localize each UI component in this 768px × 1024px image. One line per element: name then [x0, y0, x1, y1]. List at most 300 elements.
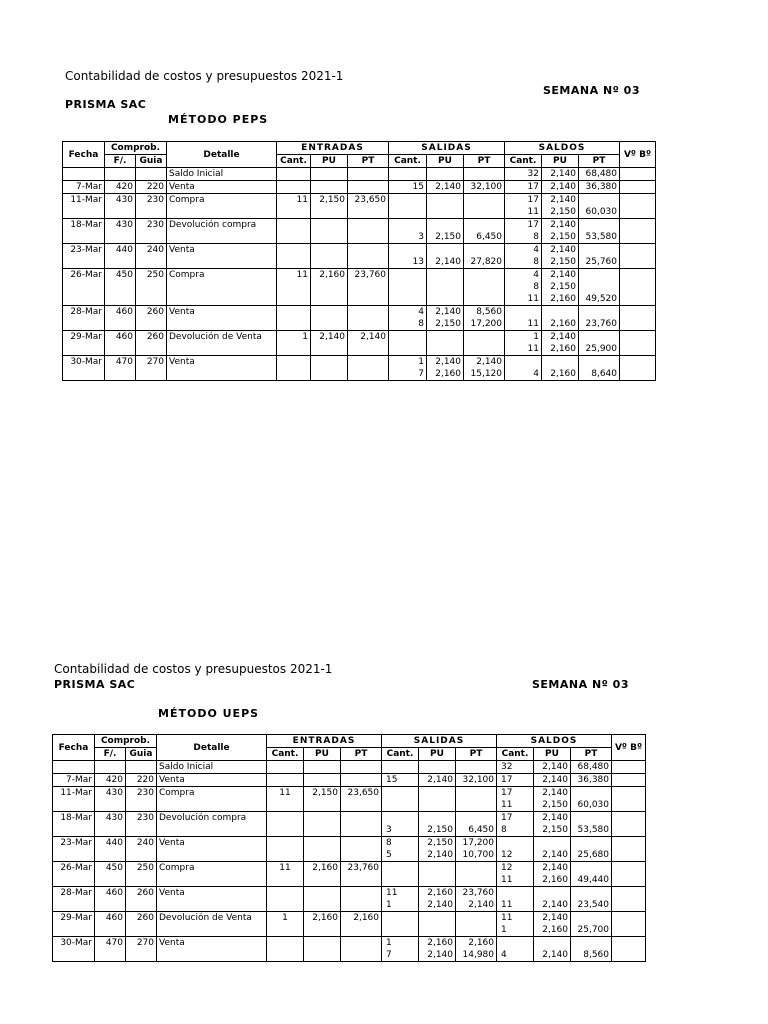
cell-factura: 440	[95, 837, 126, 862]
col-s-pu: PU	[427, 155, 464, 168]
cell-saldo-pu: 2,160	[542, 306, 579, 331]
cell-salida-cant	[389, 168, 427, 181]
col-b-pu: PU	[542, 155, 579, 168]
cell-saldo-pt: 49,440	[571, 862, 612, 887]
cell-entrada-cant: 11	[277, 194, 311, 219]
col-fact: F/.	[105, 155, 136, 168]
col-salidas: SALIDAS	[382, 735, 497, 748]
week-label-2: SEMANA Nº 03	[532, 678, 629, 691]
cell-salida-cant: 11 1	[382, 887, 419, 912]
cell-saldo-pu: 2,140	[534, 887, 571, 912]
col-b-pu: PU	[534, 748, 571, 761]
col-fact: F/.	[95, 748, 126, 761]
col-e-pu: PU	[304, 748, 341, 761]
cell-saldo-pt: 23,540	[571, 887, 612, 912]
cell-salida-pt	[456, 787, 497, 812]
cell-salida-cant	[389, 269, 427, 306]
cell-guia: 230	[136, 194, 167, 219]
cell-visto-bueno	[620, 331, 656, 356]
col-vb: Vº Bº	[612, 735, 646, 761]
cell-detalle: Devolución compra	[167, 219, 277, 244]
cell-salida-cant: 4 8	[389, 306, 427, 331]
week-label: SEMANA Nº 03	[543, 84, 640, 97]
cell-salida-pt: 32,100	[456, 774, 497, 787]
cell-detalle: Compra	[167, 194, 277, 219]
ledger-row	[63, 168, 656, 181]
cell-factura: 440	[105, 244, 136, 269]
cell-salida-pt: 17,200 10,700	[456, 837, 497, 862]
cell-entrada-pt	[341, 887, 382, 912]
cell-factura: 460	[105, 306, 136, 331]
cell-factura: 420	[105, 181, 136, 194]
cell-factura: 430	[105, 219, 136, 244]
cell-detalle: Venta	[167, 306, 277, 331]
cell-entrada-pu: 2,150	[311, 194, 348, 219]
cell-detalle: Venta	[167, 244, 277, 269]
cell-visto-bueno	[612, 837, 646, 862]
cell-saldo-cant: 4	[505, 356, 542, 381]
cell-salida-pt: 2,140 15,120	[464, 356, 505, 381]
cell-salida-cant: 1 7	[389, 356, 427, 381]
cell-entrada-pu	[304, 937, 341, 962]
cell-saldo-pu: 2,140 2,150	[542, 219, 579, 244]
cell-entrada-pt	[348, 244, 389, 269]
cell-fecha: 26-Mar	[63, 269, 105, 306]
cell-entrada-cant	[267, 837, 304, 862]
cell-salida-pt: 32,100	[464, 181, 505, 194]
cell-entrada-pu	[304, 774, 341, 787]
cell-saldo-cant: 4	[497, 937, 534, 962]
cell-salida-pu: 2,140 2,160	[427, 356, 464, 381]
cell-saldo-cant: 12	[497, 837, 534, 862]
col-b-cant: Cant.	[505, 155, 542, 168]
cell-entrada-pt	[348, 168, 389, 181]
cell-guia: 270	[136, 356, 167, 381]
cell-fecha: 7-Mar	[53, 774, 95, 787]
cell-guia: 260	[136, 331, 167, 356]
col-e-cant: Cant.	[267, 748, 304, 761]
cell-detalle: Compra	[157, 787, 267, 812]
cell-fecha: 23-Mar	[53, 837, 95, 862]
cell-guia: 230	[136, 219, 167, 244]
cell-detalle: Devolución de Venta	[157, 912, 267, 937]
ledger-row	[53, 862, 646, 887]
cell-fecha: 28-Mar	[63, 306, 105, 331]
cell-visto-bueno	[612, 887, 646, 912]
cell-saldo-pt: 49,520	[579, 269, 620, 306]
cell-fecha	[53, 761, 95, 774]
cell-saldo-cant: 17	[497, 774, 534, 787]
cell-saldo-pt: 8,640	[579, 356, 620, 381]
cell-salida-pu: 2,140	[427, 244, 464, 269]
cell-entrada-pu	[311, 181, 348, 194]
cell-salida-pt: 8,560 17,200	[464, 306, 505, 331]
cell-guia: 240	[126, 837, 157, 862]
cell-entrada-cant	[277, 168, 311, 181]
cell-entrada-cant: 11	[277, 269, 311, 306]
cell-saldo-cant: 4 8	[505, 244, 542, 269]
cell-entrada-pu	[304, 761, 341, 774]
col-s-pt: PT	[456, 748, 497, 761]
cell-entrada-cant	[267, 774, 304, 787]
cell-entrada-pt: 2,140	[348, 331, 389, 356]
cell-saldo-pt: 8,560	[571, 937, 612, 962]
cell-entrada-pu	[304, 812, 341, 837]
cell-saldo-pt: 53,580	[579, 219, 620, 244]
cell-salida-cant	[389, 331, 427, 356]
method-title: MÉTODO PEPS	[168, 113, 269, 126]
cell-guia: 240	[136, 244, 167, 269]
cell-entrada-pu	[311, 244, 348, 269]
cell-fecha: 18-Mar	[63, 219, 105, 244]
cell-entrada-pt: 23,760	[341, 862, 382, 887]
col-saldos: SALDOS	[497, 735, 612, 748]
col-comprob: Comprob.	[105, 142, 167, 155]
cell-fecha: 30-Mar	[63, 356, 105, 381]
col-salidas: SALIDAS	[389, 142, 505, 155]
cell-salida-cant: 13	[389, 244, 427, 269]
cell-saldo-cant: 32	[505, 168, 542, 181]
cell-visto-bueno	[612, 812, 646, 837]
cell-visto-bueno	[620, 181, 656, 194]
cell-salida-pu: 2,150	[427, 219, 464, 244]
cell-salida-pu: 2,150 2,140	[419, 837, 456, 862]
cell-entrada-cant	[277, 181, 311, 194]
cell-entrada-cant	[267, 761, 304, 774]
cell-detalle: Saldo Inicial	[167, 168, 277, 181]
cell-guia: 250	[126, 862, 157, 887]
cell-fecha: 29-Mar	[63, 331, 105, 356]
peps-ledger-table	[62, 141, 656, 381]
cell-salida-cant	[382, 761, 419, 774]
cell-saldo-pt: 25,760	[579, 244, 620, 269]
cell-factura: 430	[95, 812, 126, 837]
col-b-pt: PT	[571, 748, 612, 761]
cell-saldo-cant: 17 11	[497, 787, 534, 812]
cell-detalle: Compra	[167, 269, 277, 306]
ledger-row	[63, 244, 656, 269]
cell-salida-pu	[427, 168, 464, 181]
col-guia: Guia	[126, 748, 157, 761]
cell-entrada-cant	[267, 887, 304, 912]
cell-guia: 260	[126, 912, 157, 937]
cell-salida-pt: 6,450	[456, 812, 497, 837]
cell-saldo-pt: 68,480	[579, 168, 620, 181]
col-e-pt: PT	[341, 748, 382, 761]
cell-factura	[105, 168, 136, 181]
cell-visto-bueno	[612, 912, 646, 937]
ueps-ledger-table	[52, 734, 646, 962]
cell-saldo-cant: 17	[505, 181, 542, 194]
cell-saldo-pu: 2,140	[542, 181, 579, 194]
cell-saldo-pu: 2,140 2,160	[542, 331, 579, 356]
cell-salida-pu	[427, 269, 464, 306]
cell-salida-pu	[427, 331, 464, 356]
cell-fecha: 11-Mar	[53, 787, 95, 812]
cell-salida-pu: 2,160 2,140	[419, 887, 456, 912]
cell-entrada-pt	[341, 837, 382, 862]
ledger-row	[53, 787, 646, 812]
cell-salida-pu	[427, 194, 464, 219]
cell-saldo-cant: 17 11	[505, 194, 542, 219]
course-title: Contabilidad de costos y presupuestos 2021-1	[65, 69, 344, 83]
cell-entrada-cant	[267, 812, 304, 837]
cell-factura: 470	[105, 356, 136, 381]
cell-factura: 450	[95, 862, 126, 887]
cell-entrada-pu: 2,160	[304, 862, 341, 887]
ledger-row	[63, 269, 656, 306]
cell-entrada-pu	[311, 219, 348, 244]
cell-guia: 230	[126, 812, 157, 837]
cell-salida-cant	[382, 862, 419, 887]
ledger-row	[53, 912, 646, 937]
cell-entrada-cant: 1	[267, 912, 304, 937]
cell-entrada-cant	[277, 244, 311, 269]
cell-saldo-pt: 60,030	[571, 787, 612, 812]
cell-factura: 460	[105, 331, 136, 356]
cell-factura	[95, 761, 126, 774]
cell-salida-pu: 2,140 2,150	[427, 306, 464, 331]
cell-visto-bueno	[612, 761, 646, 774]
cell-saldo-pu: 2,140 2,150	[534, 787, 571, 812]
cell-visto-bueno	[612, 774, 646, 787]
cell-saldo-pt: 68,480	[571, 761, 612, 774]
cell-salida-cant	[382, 787, 419, 812]
col-s-pt: PT	[464, 155, 505, 168]
cell-saldo-cant: 17 8	[505, 219, 542, 244]
cell-entrada-pt	[348, 356, 389, 381]
col-s-cant: Cant.	[382, 748, 419, 761]
ledger-row	[53, 812, 646, 837]
cell-salida-pu: 2,140	[427, 181, 464, 194]
cell-saldo-pu: 2,160	[542, 356, 579, 381]
cell-visto-bueno	[612, 937, 646, 962]
ledger-row	[63, 331, 656, 356]
cell-entrada-pu	[304, 837, 341, 862]
cell-saldo-pu: 2,140 2,150 2,160	[542, 269, 579, 306]
col-vb: Vº Bº	[620, 142, 656, 168]
cell-salida-cant: 3	[382, 812, 419, 837]
cell-entrada-pt	[348, 306, 389, 331]
cell-fecha	[63, 168, 105, 181]
col-b-pt: PT	[579, 155, 620, 168]
cell-detalle: Compra	[157, 862, 267, 887]
cell-entrada-pu: 2,160	[304, 912, 341, 937]
cell-entrada-pu	[311, 306, 348, 331]
cell-guia: 260	[126, 887, 157, 912]
cell-fecha: 7-Mar	[63, 181, 105, 194]
cell-factura: 430	[105, 194, 136, 219]
cell-factura: 460	[95, 912, 126, 937]
cell-detalle: Venta	[167, 356, 277, 381]
cell-saldo-cant: 11 1	[497, 912, 534, 937]
ledger-row	[63, 306, 656, 331]
col-e-pu: PU	[311, 155, 348, 168]
ledger-row	[63, 219, 656, 244]
cell-salida-pt	[456, 912, 497, 937]
col-entradas: ENTRADAS	[267, 735, 382, 748]
cell-saldo-pt: 25,680	[571, 837, 612, 862]
cell-detalle: Devolución compra	[157, 812, 267, 837]
cell-guia	[126, 761, 157, 774]
cell-saldo-cant: 32	[497, 761, 534, 774]
ledger-row	[53, 774, 646, 787]
cell-entrada-cant	[277, 306, 311, 331]
cell-guia: 220	[126, 774, 157, 787]
col-entradas: ENTRADAS	[277, 142, 389, 155]
cell-entrada-cant	[277, 356, 311, 381]
cell-salida-cant: 15	[389, 181, 427, 194]
cell-saldo-pt: 53,580	[571, 812, 612, 837]
col-guia: Guia	[136, 155, 167, 168]
cell-salida-pu	[419, 862, 456, 887]
cell-saldo-pu: 2,140	[534, 761, 571, 774]
cell-entrada-pt: 23,760	[348, 269, 389, 306]
cell-entrada-pu: 2,160	[311, 269, 348, 306]
cell-entrada-pt	[341, 812, 382, 837]
ledger-row	[53, 937, 646, 962]
cell-entrada-pu	[304, 887, 341, 912]
cell-saldo-pt: 25,900	[579, 331, 620, 356]
cell-saldo-cant: 11	[505, 306, 542, 331]
col-s-cant: Cant.	[389, 155, 427, 168]
col-e-cant: Cant.	[277, 155, 311, 168]
cell-guia: 260	[136, 306, 167, 331]
cell-detalle: Venta	[157, 774, 267, 787]
cell-saldo-pt: 60,030	[579, 194, 620, 219]
cell-factura: 430	[95, 787, 126, 812]
cell-factura: 450	[105, 269, 136, 306]
cell-fecha: 28-Mar	[53, 887, 95, 912]
cell-saldo-cant: 12 11	[497, 862, 534, 887]
cell-visto-bueno	[612, 787, 646, 812]
cell-entrada-cant	[277, 219, 311, 244]
cell-entrada-pt: 23,650	[341, 787, 382, 812]
cell-saldo-pu: 2,140	[534, 837, 571, 862]
cell-salida-pt	[464, 331, 505, 356]
cell-salida-pu: 2,140	[419, 774, 456, 787]
cell-salida-cant: 8 5	[382, 837, 419, 862]
cell-entrada-pu: 2,140	[311, 331, 348, 356]
method-title-2: MÉTODO UEPS	[158, 707, 260, 720]
col-saldos: SALDOS	[505, 142, 620, 155]
cell-salida-cant: 15	[382, 774, 419, 787]
cell-saldo-cant: 1 11	[505, 331, 542, 356]
cell-saldo-pt: 36,380	[571, 774, 612, 787]
cell-salida-pu	[419, 787, 456, 812]
cell-guia	[136, 168, 167, 181]
cell-detalle: Venta	[157, 837, 267, 862]
cell-visto-bueno	[620, 219, 656, 244]
cell-visto-bueno	[612, 862, 646, 887]
cell-saldo-cant: 11	[497, 887, 534, 912]
col-fecha: Fecha	[53, 735, 95, 761]
cell-guia: 270	[126, 937, 157, 962]
cell-entrada-pt: 23,650	[348, 194, 389, 219]
col-comprob: Comprob.	[95, 735, 157, 748]
cell-saldo-pu: 2,140 2,160	[534, 912, 571, 937]
company-name: PRISMA SAC	[65, 98, 147, 111]
cell-detalle: Venta	[167, 181, 277, 194]
cell-saldo-cant: 4 8 11	[505, 269, 542, 306]
cell-entrada-pt	[348, 219, 389, 244]
cell-salida-pu: 2,160 2,140	[419, 937, 456, 962]
cell-salida-pu: 2,150	[419, 812, 456, 837]
ledger-row	[63, 356, 656, 381]
cell-visto-bueno	[620, 306, 656, 331]
cell-saldo-pu: 2,140	[542, 168, 579, 181]
cell-fecha: 26-Mar	[53, 862, 95, 887]
cell-fecha: 29-Mar	[53, 912, 95, 937]
cell-entrada-cant: 11	[267, 787, 304, 812]
cell-saldo-pu: 2,140	[534, 774, 571, 787]
cell-detalle: Venta	[157, 887, 267, 912]
cell-saldo-pt: 23,760	[579, 306, 620, 331]
cell-entrada-cant	[267, 937, 304, 962]
cell-visto-bueno	[620, 194, 656, 219]
cell-entrada-pu: 2,150	[304, 787, 341, 812]
ueps-table-body	[53, 761, 646, 962]
cell-salida-pt: 2,160 14,980	[456, 937, 497, 962]
cell-saldo-cant: 17 8	[497, 812, 534, 837]
cell-entrada-pt	[348, 181, 389, 194]
col-e-pt: PT	[348, 155, 389, 168]
cell-visto-bueno	[620, 356, 656, 381]
course-title-2: Contabilidad de costos y presupuestos 2021-1	[54, 662, 333, 676]
cell-entrada-pt: 2,160	[341, 912, 382, 937]
col-detalle: Detalle	[167, 142, 277, 168]
cell-detalle: Saldo Inicial	[157, 761, 267, 774]
cell-factura: 460	[95, 887, 126, 912]
cell-entrada-pu	[311, 168, 348, 181]
cell-saldo-pt: 25,700	[571, 912, 612, 937]
peps-table-body	[63, 168, 656, 381]
cell-entrada-pt	[341, 937, 382, 962]
cell-fecha: 11-Mar	[63, 194, 105, 219]
company-name-2: PRISMA SAC	[54, 678, 136, 691]
cell-salida-pt	[456, 761, 497, 774]
cell-detalle: Devolución de Venta	[167, 331, 277, 356]
cell-salida-pt	[456, 862, 497, 887]
col-s-pu: PU	[419, 748, 456, 761]
col-b-cant: Cant.	[497, 748, 534, 761]
cell-saldo-pu: 2,140 2,150	[542, 244, 579, 269]
cell-salida-cant	[389, 194, 427, 219]
cell-factura: 420	[95, 774, 126, 787]
cell-fecha: 18-Mar	[53, 812, 95, 837]
cell-saldo-pu: 2,140	[534, 937, 571, 962]
cell-visto-bueno	[620, 244, 656, 269]
cell-salida-cant: 1 7	[382, 937, 419, 962]
cell-guia: 230	[126, 787, 157, 812]
cell-salida-cant: 3	[389, 219, 427, 244]
cell-entrada-pu	[311, 356, 348, 381]
ledger-row	[63, 194, 656, 219]
cell-guia: 220	[136, 181, 167, 194]
cell-saldo-pu: 2,140 2,150	[534, 812, 571, 837]
cell-entrada-cant: 11	[267, 862, 304, 887]
cell-salida-cant	[382, 912, 419, 937]
ledger-row	[53, 887, 646, 912]
cell-detalle: Venta	[157, 937, 267, 962]
cell-entrada-pt	[341, 761, 382, 774]
cell-salida-pt	[464, 168, 505, 181]
col-detalle: Detalle	[157, 735, 267, 761]
cell-visto-bueno	[620, 168, 656, 181]
cell-fecha: 23-Mar	[63, 244, 105, 269]
ledger-row	[53, 761, 646, 774]
cell-salida-pt: 27,820	[464, 244, 505, 269]
